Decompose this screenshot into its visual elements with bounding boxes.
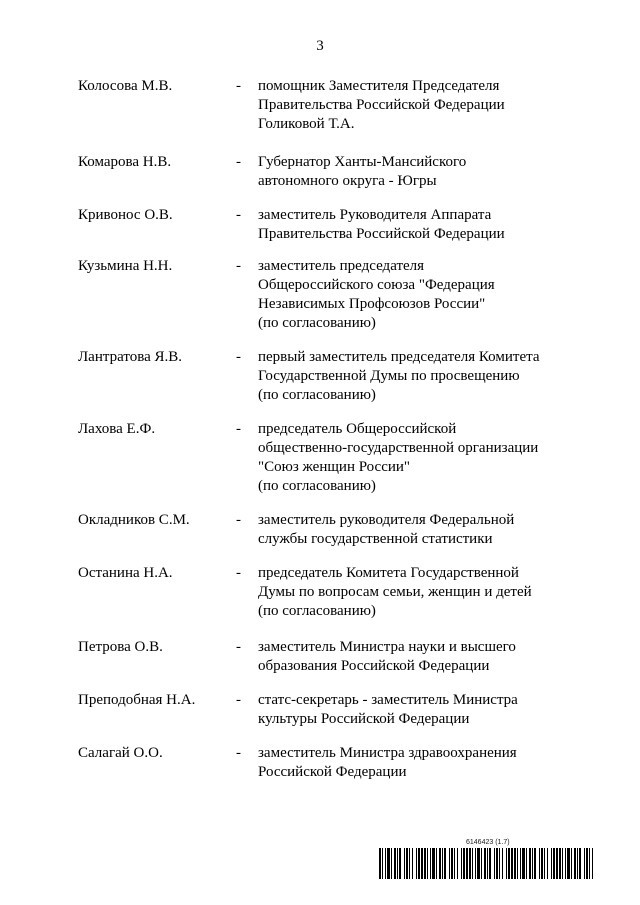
list-item	[78, 257, 578, 333]
position-line: Общероссийского союза "Федерация	[258, 277, 495, 293]
person-position	[258, 77, 578, 134]
separator-dash: -	[236, 692, 241, 708]
person-name: Комарова Н.В.	[78, 154, 172, 170]
person-name: Останина Н.А.	[78, 565, 173, 581]
position-line: (по согласованию)	[258, 387, 376, 403]
page-number: 3	[316, 38, 324, 54]
barcode	[379, 848, 594, 879]
person-position	[258, 206, 578, 244]
position-line: заместитель Руководителя Аппарата	[258, 207, 492, 223]
separator-dash: -	[236, 78, 241, 94]
position-line: автономного округа - Югры	[258, 173, 437, 189]
position-line: Губернатор Ханты-Мансийского	[258, 154, 467, 170]
position-line: образования Российской Федерации	[258, 658, 490, 674]
person-position	[258, 348, 578, 405]
list-item	[78, 348, 578, 405]
list-item	[78, 511, 578, 549]
person-position	[258, 511, 578, 549]
list-item	[78, 638, 578, 676]
list-item	[78, 420, 578, 496]
position-line: статс-секретарь - заместитель Министра	[258, 692, 518, 708]
separator-dash: -	[236, 565, 241, 581]
list-item	[78, 153, 578, 191]
separator-dash: -	[236, 421, 241, 437]
position-line: Правительства Российской Федерации	[258, 226, 505, 242]
person-position	[258, 153, 578, 191]
separator-dash: -	[236, 154, 241, 170]
person-name: Лантратова Я.В.	[78, 349, 183, 365]
position-line: помощник Заместителя Председателя	[258, 78, 500, 94]
position-line: заместитель председателя	[258, 258, 425, 274]
position-line: председатель Общероссийской	[258, 421, 457, 437]
position-line: культуры Российской Федерации	[258, 711, 470, 727]
list-item	[78, 77, 578, 134]
position-line: заместитель руководителя Федеральной	[258, 512, 515, 528]
position-line: Голиковой Т.А.	[258, 116, 355, 132]
entry-list	[78, 77, 578, 782]
person-name: Лахова Е.Ф.	[78, 421, 156, 437]
barcode-label: 6146423 (1.7)	[466, 839, 510, 846]
separator-dash: -	[236, 745, 241, 761]
person-name: Колосова М.В.	[78, 78, 173, 94]
person-name: Кривонос О.В.	[78, 207, 173, 223]
separator-dash: -	[236, 639, 241, 655]
person-name: Преподобная Н.А.	[78, 692, 196, 708]
person-position	[258, 744, 578, 782]
person-position	[258, 691, 578, 729]
person-name: Петрова О.В.	[78, 639, 163, 655]
position-line: (по согласованию)	[258, 603, 376, 619]
separator-dash: -	[236, 207, 241, 223]
position-line: заместитель Министра здравоохранения	[258, 745, 517, 761]
separator-dash: -	[236, 349, 241, 365]
person-name: Салагай О.О.	[78, 745, 163, 761]
position-line: Государственной Думы по просвещению	[258, 368, 520, 384]
position-line: Думы по вопросам семьи, женщин и детей	[258, 584, 532, 600]
position-line: председатель Комитета Государственной	[258, 565, 519, 581]
separator-dash: -	[236, 512, 241, 528]
list-item	[78, 691, 578, 729]
separator-dash: -	[236, 258, 241, 274]
person-position	[258, 420, 578, 496]
person-position	[258, 257, 578, 333]
person-name: Окладников С.М.	[78, 512, 190, 528]
position-line: заместитель Министра науки и высшего	[258, 639, 516, 655]
position-line: Правительства Российской Федерации	[258, 97, 505, 113]
position-line: (по согласованию)	[258, 478, 376, 494]
position-line: "Союз женщин России"	[258, 459, 411, 475]
position-line: первый заместитель председателя Комитета	[258, 349, 540, 365]
person-name: Кузьмина Н.Н.	[78, 258, 173, 274]
position-line: (по согласованию)	[258, 315, 376, 331]
position-line: службы государственной статистики	[258, 531, 493, 547]
person-position	[258, 564, 578, 621]
list-item	[78, 564, 578, 621]
position-line: Российской Федерации	[258, 764, 407, 780]
list-item	[78, 206, 578, 244]
list-item	[78, 744, 578, 782]
person-position	[258, 638, 578, 676]
position-line: общественно-государственной организации	[258, 440, 539, 456]
position-line: Независимых Профсоюзов России"	[258, 296, 486, 312]
